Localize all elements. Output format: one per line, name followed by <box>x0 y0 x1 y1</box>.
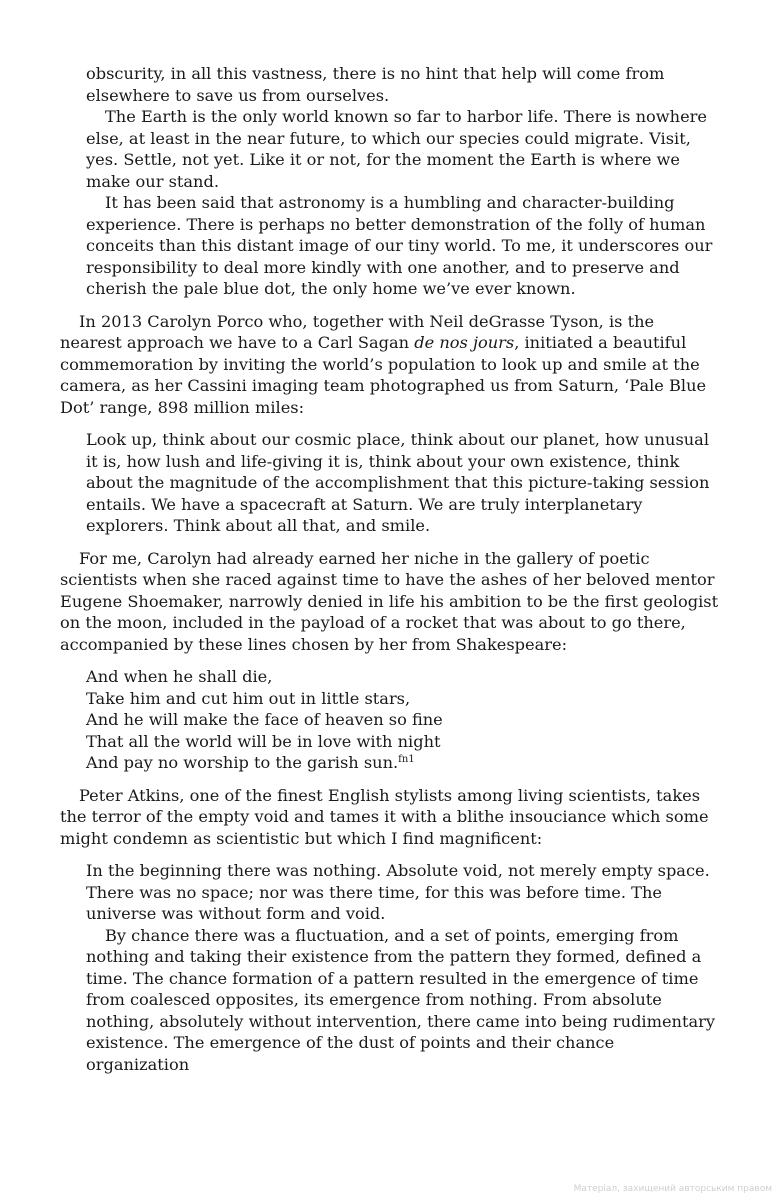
poem-shakespeare <box>86 666 720 774</box>
copyright-watermark: Матеріал, захищений авторським правом <box>573 1184 772 1194</box>
poem-line: That all the world will be in love with night <box>86 731 441 751</box>
poem-line: Take him and cut him out in little stars, <box>86 688 411 708</box>
body-paragraph-porco: In 2013 Carolyn Porco who, together with Neil deGrasse Tyson, is the nearest approach we have to a Carl Sagan de nos jours, initiated a beautiful commemoration by inviting the world’s population to look up and smile at the camera, as her Cassini imaging team photographed us from Saturn, ‘Pale Blue Dot’ range, 898 million miles: <box>60 311 707 417</box>
footnote-marker[interactable]: fn1 <box>398 754 415 765</box>
quote-paragraph: It has been said that astronomy is a humbling and character-building experience. There is perhaps no better demonstration of the folly of human conceits than this distant image of our tiny world. To me, it underscores our responsibility to deal more kindly with one another, and to preserve and cherish the pale blue dot, the only home we’ve ever known. <box>86 193 713 298</box>
body-paragraph-shoemaker: For me, Carolyn had already earned her niche in the gallery of poetic scientists when she raced against time to have the ashes of her beloved mentor Eugene Shoemaker, narrowly denied in life his ambition to be the first geologist on the moon, included in the payload of a rocket that was about to go there, accompanied by these lines chosen by her from Shakespeare: <box>60 548 719 654</box>
quote-atkins <box>86 860 720 1075</box>
quote-sagan <box>86 63 720 300</box>
quote-porco <box>86 429 720 537</box>
poem-line: And he will make the face of heaven so fine <box>86 710 443 729</box>
quote-paragraph: obscurity, in all this vastness, there is no hint that help will come from elsewhere to save us from ourselves. <box>86 64 665 105</box>
page-body <box>60 63 720 1075</box>
quote-paragraph: Look up, think about our cosmic place, think about our planet, how unusual it is, how lush and life-giving it is, think about your own existence, think about the magnitude of the accomplishment that this picture-taking session entails. We have a spacecraft at Saturn. We are truly interplanetary explorers. Think about all that, and smile. <box>86 430 710 535</box>
poem-line: And when he shall die, <box>86 667 273 686</box>
quote-paragraph: By chance there was a fluctuation, and a set of points, emerging from nothing and taking their existence from the pattern they formed, defined a time. The chance formation of a pattern resulted in the emergence of time from coalesced opposites, its emergence from nothing. From absolute nothing, absolutely without intervention, there came into being rudimentary existence. The emergence of the dust of points and their chance organization <box>86 925 715 1074</box>
body-paragraph-atkins: Peter Atkins, one of the finest English stylists among living scientists, takes the terror of the empty void and tames it with a blithe insouciance which some might condemn as scientistic but which I find magnificent: <box>60 785 709 848</box>
quote-paragraph: The Earth is the only world known so far to harbor life. There is nowhere else, at least in the near future, to which our species could migrate. Visit, yes. Settle, not yet. Like it or not, for the moment the Earth is where we make our stand. <box>86 107 707 191</box>
quote-paragraph: In the beginning there was nothing. Absolute void, not merely empty space. There was no space; nor was there time, for this was before time. The universe was without form and void. <box>86 861 710 923</box>
poem-line: And pay no worship to the garish sun.$^{fn1}$ <box>86 753 415 772</box>
italic-phrase: de nos jours <box>414 333 515 352</box>
